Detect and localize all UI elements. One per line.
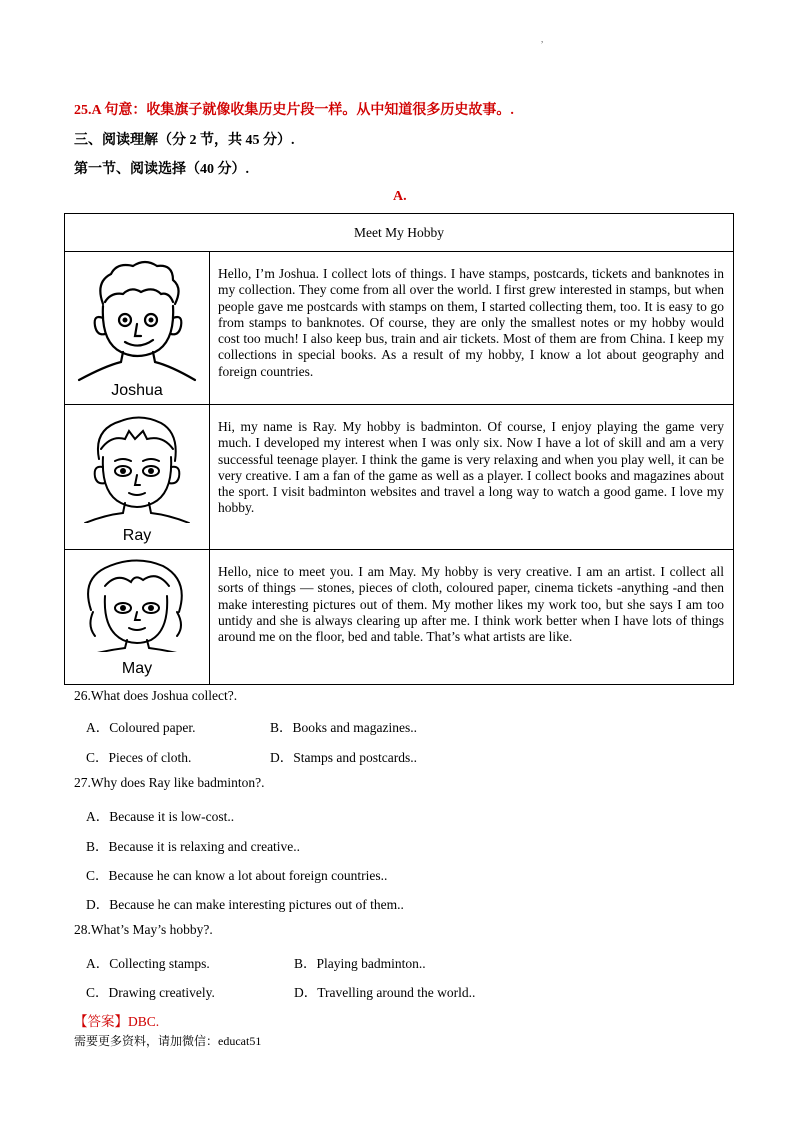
may-passage: Hello, nice to meet you. I am May. My hobby is very creative. I am an artist. I collect all sorts of things — stones, pieces of cloth, coloured paper, cinema tickets -anything -and then make interesting pictures out of them. My mother likes my work too, but she says I am too untidy and she is always clearing up after me. I think work better when I have lots of things around me on the floor, bed and table. That’s what artists are like. [210, 550, 734, 685]
page-mark: , [541, 34, 544, 44]
q28-option-b: B．Playing badminton.. [294, 956, 426, 971]
q28-option-a: A．Collecting stamps. [86, 956, 210, 971]
q28-stem: 28.What’s May’s hobby?. [74, 922, 213, 937]
answer-key: 【答案】DBC. [74, 1014, 160, 1029]
q28-option-c: C．Drawing creatively. [86, 985, 215, 1000]
q27-option-b: B．Because it is relaxing and creative.. [86, 839, 301, 854]
q27-stem: 27.Why does Ray like badminton?. [74, 775, 265, 790]
subsection-heading: 第一节、阅读选择（40 分）. [74, 162, 249, 177]
answer-25-explanation: 25.A 句意：收集旗子就像收集历史片段一样。从中知道很多历史故事。. [74, 103, 514, 118]
section-heading: 三、阅读理解（分 2 节，共 45 分）. [74, 133, 295, 148]
joshua-picture-cell [65, 252, 210, 405]
q26-option-d: D．Stamps and postcards.. [270, 750, 417, 765]
ray-passage: Hi, my name is Ray. My hobby is badminton. Of course, I enjoy playing the game very much. I developed my interest when I was only six. Now I have a lot of skill and am a very successful teenage player. I think the game is very relaxing and when you play well, it can be very creative. I am a fan of the game as well as a player. I collect books and magazines about the sport. I visit badminton websites and travel a long way to watch a good game. I love my hobby. [210, 405, 734, 550]
q26-option-b: B．Books and magazines.. [270, 720, 417, 735]
q26-stem: 26.What does Joshua collect?. [74, 688, 238, 703]
joshua-portrait [65, 252, 209, 402]
hobby-table [64, 213, 734, 685]
joshua-caption: Joshua [111, 382, 163, 399]
ray-caption: Ray [122, 527, 152, 544]
passage-letter: A. [393, 189, 407, 204]
q27-option-d: D．Because he can make interesting pictures out of them.. [86, 897, 404, 912]
q26-option-c: C．Pieces of cloth. [86, 750, 192, 765]
q27-option-a: A．Because it is low-cost.. [86, 809, 235, 824]
may-picture-cell [65, 550, 210, 685]
table-title: Meet My Hobby [65, 214, 734, 252]
may-portrait [65, 550, 209, 652]
q26-option-a: A．Coloured paper. [86, 720, 196, 735]
ray-portrait [65, 405, 209, 523]
may-caption: May [121, 660, 153, 677]
footer-note: 需要更多资料，请加微信：educat51 [74, 1034, 262, 1048]
ray-picture-cell [65, 405, 210, 550]
q27-option-c: C．Because he can know a lot about foreign countries.. [86, 868, 388, 883]
q28-option-d: D．Travelling around the world.. [294, 985, 476, 1000]
joshua-passage: Hello, I’m Joshua. I collect lots of things. I have stamps, postcards, tickets and banknotes in my collection. They come from all over the world. I first grew interested in stamps, but when people gave me postcards with stamps on them, I started collecting them, too. It is easy to go from stamps to banknotes. Of course, they are only the smallest notes or my hobby would cost too much! I also keep bus, train and air tickets. Most of them are from China. I keep my collections in special books. As a result of my hobby, I know a lot about geography and foreign countries. [210, 252, 734, 405]
